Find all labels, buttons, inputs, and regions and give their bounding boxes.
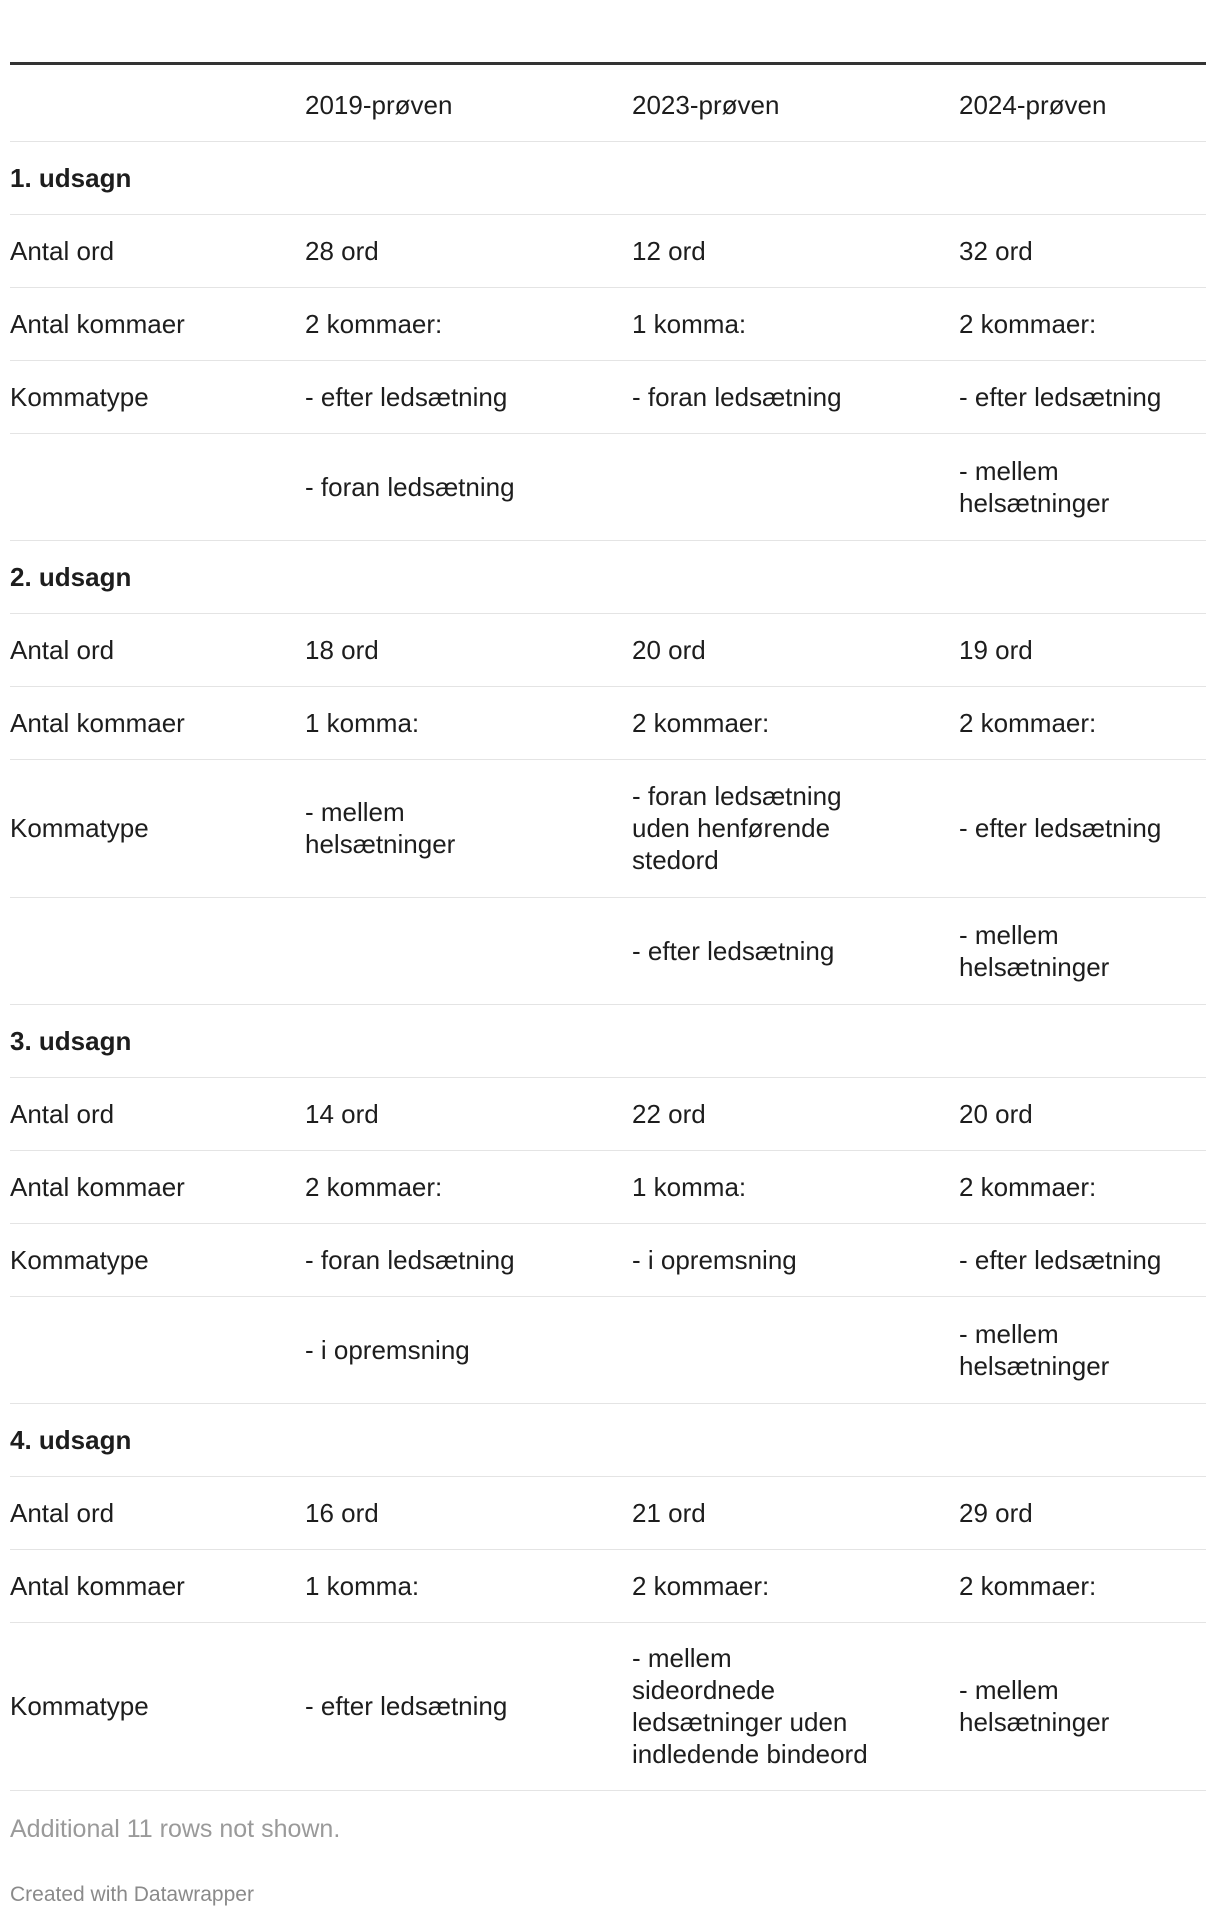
table-cell xyxy=(10,1296,305,1403)
table-cell: 1 komma: xyxy=(305,686,632,759)
table-cell: Antal kommaer xyxy=(10,287,305,360)
table-cell: - i opremsning xyxy=(305,1296,632,1403)
table-cell: 12 ord xyxy=(632,214,959,287)
table-cell: - efter ledsætning xyxy=(632,897,959,1004)
table-cell: - mellem sideordnede ledsætninger uden indledende bindeord xyxy=(632,1622,959,1790)
table-cell: 20 ord xyxy=(632,613,959,686)
table-row xyxy=(10,360,1206,433)
table-cell: Antal kommaer xyxy=(10,1549,305,1622)
table-cell: - mellem helsætninger xyxy=(959,433,1206,540)
table-cell: 14 ord xyxy=(305,1077,632,1150)
section-header-row xyxy=(10,1004,1206,1077)
table-cell: Antal ord xyxy=(10,214,305,287)
column-header xyxy=(10,65,305,141)
table-cell: - foran ledsætning uden henførende stedord xyxy=(632,759,959,897)
table-row xyxy=(10,1150,1206,1223)
table-row xyxy=(10,613,1206,686)
table-row xyxy=(10,1077,1206,1150)
table-cell: - efter ledsætning xyxy=(959,759,1206,897)
table-row xyxy=(10,1622,1206,1790)
table-cell: Kommatype xyxy=(10,1622,305,1790)
table-cell: 2 kommaer: xyxy=(632,1549,959,1622)
table-cell: 2 kommaer: xyxy=(305,1150,632,1223)
table-cell xyxy=(305,897,632,1004)
table-cell: 29 ord xyxy=(959,1476,1206,1549)
section-header-row xyxy=(10,540,1206,613)
table-cell: 1 komma: xyxy=(632,1150,959,1223)
table-cell: 1 komma: xyxy=(632,287,959,360)
table-row xyxy=(10,897,1206,1004)
table-cell: - efter ledsætning xyxy=(959,360,1206,433)
table-cell: - foran ledsætning xyxy=(305,433,632,540)
datawrapper-credit: Created with Datawrapper xyxy=(10,1883,254,1906)
table-row xyxy=(10,1296,1206,1403)
table-cell: - efter ledsætning xyxy=(305,1622,632,1790)
table-cell: 19 ord xyxy=(959,613,1206,686)
table-cell xyxy=(632,433,959,540)
table-cell: - efter ledsætning xyxy=(305,360,632,433)
table-cell: Antal ord xyxy=(10,1077,305,1150)
datawrapper-table-chart xyxy=(10,62,1206,1791)
table-cell: 2 kommaer: xyxy=(959,287,1206,360)
table-cell: 16 ord xyxy=(305,1476,632,1549)
table-cell xyxy=(632,1296,959,1403)
table-header-row xyxy=(10,65,1206,141)
table-cell: 2 kommaer: xyxy=(959,1150,1206,1223)
table-cell: - mellem helsætninger xyxy=(959,1296,1206,1403)
table-row xyxy=(10,1549,1206,1622)
column-header: 2023-prøven xyxy=(632,65,959,141)
table-cell: Antal ord xyxy=(10,1476,305,1549)
table-cell: Kommatype xyxy=(10,360,305,433)
table-cell: Antal ord xyxy=(10,613,305,686)
table-cell: 1 komma: xyxy=(305,1549,632,1622)
table-cell: Antal kommaer xyxy=(10,686,305,759)
table-row xyxy=(10,214,1206,287)
table-cell: - i opremsning xyxy=(632,1223,959,1296)
section-title: 1. udsagn xyxy=(10,141,1206,214)
table-cell: - efter ledsætning xyxy=(959,1223,1206,1296)
table-cell: Antal kommaer xyxy=(10,1150,305,1223)
table-row xyxy=(10,759,1206,897)
section-title: 4. udsagn xyxy=(10,1403,1206,1476)
column-header: 2024-prøven xyxy=(959,65,1206,141)
table-row xyxy=(10,287,1206,360)
table-row xyxy=(10,433,1206,540)
column-header: 2019-prøven xyxy=(305,65,632,141)
section-title: 3. udsagn xyxy=(10,1004,1206,1077)
table-cell: 2 kommaer: xyxy=(959,1549,1206,1622)
table-cell: Kommatype xyxy=(10,759,305,897)
table-cell: - foran ledsætning xyxy=(305,1223,632,1296)
table-cell: 32 ord xyxy=(959,214,1206,287)
table-cell: - foran ledsætning xyxy=(632,360,959,433)
table-cell: 18 ord xyxy=(305,613,632,686)
table-cell: 21 ord xyxy=(632,1476,959,1549)
section-title: 2. udsagn xyxy=(10,540,1206,613)
table-cell: - mellem helsætninger xyxy=(959,1622,1206,1790)
section-header-row xyxy=(10,1403,1206,1476)
table-cell: 22 ord xyxy=(632,1077,959,1150)
table-cell: 28 ord xyxy=(305,214,632,287)
table-row xyxy=(10,1476,1206,1549)
comparison-table xyxy=(10,65,1206,1791)
section-header-row xyxy=(10,141,1206,214)
table-cell: 20 ord xyxy=(959,1077,1206,1150)
table-cell: - mellem helsætninger xyxy=(305,759,632,897)
table-notes: Additional 11 rows not shown. xyxy=(10,1815,341,1843)
table-cell: 2 kommaer: xyxy=(959,686,1206,759)
table-row xyxy=(10,686,1206,759)
table-cell: Kommatype xyxy=(10,1223,305,1296)
table-cell: 2 kommaer: xyxy=(632,686,959,759)
table-cell xyxy=(10,433,305,540)
table-cell xyxy=(10,897,305,1004)
table-cell: 2 kommaer: xyxy=(305,287,632,360)
table-row xyxy=(10,1223,1206,1296)
table-cell: - mellem helsætninger xyxy=(959,897,1206,1004)
